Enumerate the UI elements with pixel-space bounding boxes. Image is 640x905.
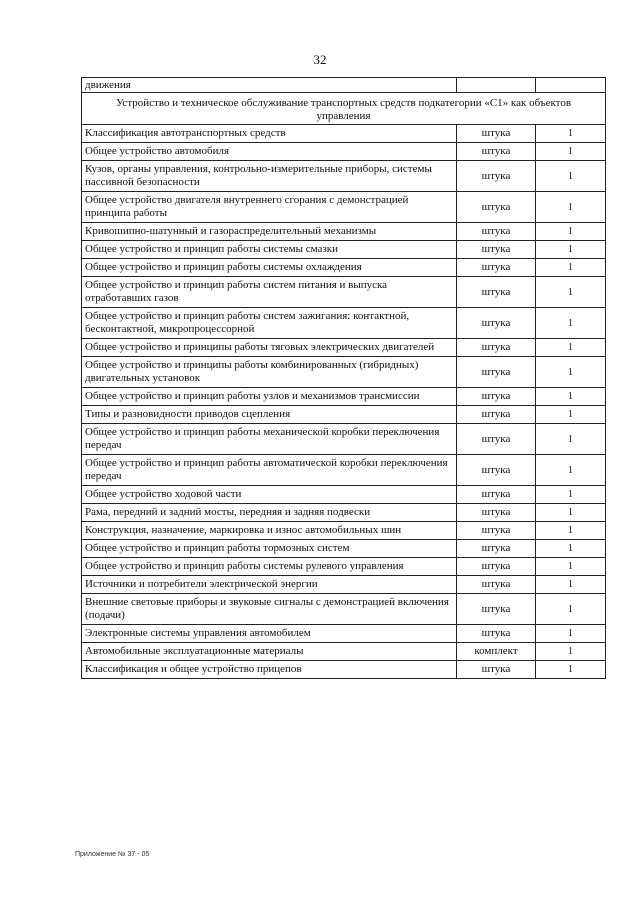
item-unit: штука — [457, 259, 536, 277]
item-quantity: 1 — [536, 388, 606, 406]
item-name: Общее устройство автомобиля — [82, 143, 457, 161]
item-quantity: 1 — [536, 594, 606, 625]
item-name: Общее устройство и принцип работы систем зажигания: контактной, бесконтактной, микропроцессорной — [82, 308, 457, 339]
page-number: 32 — [313, 52, 327, 67]
item-unit: комплект — [457, 643, 536, 661]
continuation-unit — [457, 78, 536, 93]
item-quantity: 1 — [536, 625, 606, 643]
item-name: Источники и потребители электрической энергии — [82, 576, 457, 594]
table-row — [82, 504, 606, 522]
item-name: Кривошипно-шатунный и газораспределительный механизмы — [82, 223, 457, 241]
item-name: Общее устройство и принцип работы механической коробки переключения передач — [82, 424, 457, 455]
item-quantity: 1 — [536, 486, 606, 504]
item-quantity: 1 — [536, 455, 606, 486]
item-unit: штука — [457, 406, 536, 424]
item-unit: штука — [457, 558, 536, 576]
item-unit: штука — [457, 277, 536, 308]
item-quantity: 1 — [536, 558, 606, 576]
item-quantity: 1 — [536, 406, 606, 424]
section-header-row — [82, 93, 606, 125]
item-name: Общее устройство и принцип работы автоматической коробки переключения передач — [82, 455, 457, 486]
item-quantity: 1 — [536, 576, 606, 594]
table-row — [82, 259, 606, 277]
table-row — [82, 486, 606, 504]
continuation-row — [82, 78, 606, 93]
item-name: Общее устройство ходовой части — [82, 486, 457, 504]
item-name: Общее устройство и принципы работы комбинированных (гибридных) двигательных установок — [82, 357, 457, 388]
table-row — [82, 522, 606, 540]
item-name: Общее устройство и принцип работы систем питания и выпуска отработавших газов — [82, 277, 457, 308]
table-row — [82, 594, 606, 625]
table-row — [82, 540, 606, 558]
equipment-table — [81, 77, 606, 679]
item-unit: штука — [457, 339, 536, 357]
continuation-name: движения — [82, 78, 457, 93]
item-unit: штука — [457, 504, 536, 522]
item-name: Конструкция, назначение, маркировка и износ автомобильных шин — [82, 522, 457, 540]
table-row — [82, 661, 606, 679]
item-unit: штука — [457, 143, 536, 161]
table-row — [82, 388, 606, 406]
item-quantity: 1 — [536, 424, 606, 455]
table-row — [82, 241, 606, 259]
item-name: Типы и разновидности приводов сцепления — [82, 406, 457, 424]
item-unit: штука — [457, 455, 536, 486]
item-unit: штука — [457, 625, 536, 643]
section-title: Устройство и техническое обслуживание транспортных средств подкатегории «С1» как объектов управления — [82, 93, 606, 125]
table-row — [82, 308, 606, 339]
item-unit: штука — [457, 357, 536, 388]
table-row — [82, 576, 606, 594]
item-quantity: 1 — [536, 522, 606, 540]
item-quantity: 1 — [536, 223, 606, 241]
item-unit: штука — [457, 161, 536, 192]
item-unit: штука — [457, 308, 536, 339]
item-unit: штука — [457, 486, 536, 504]
item-quantity: 1 — [536, 161, 606, 192]
table-row — [82, 161, 606, 192]
table-row — [82, 125, 606, 143]
item-unit: штука — [457, 192, 536, 223]
item-quantity: 1 — [536, 504, 606, 522]
item-name: Общее устройство и принцип работы системы смазки — [82, 241, 457, 259]
item-name: Кузов, органы управления, контрольно-измерительные приборы, системы пассивной безопасности — [82, 161, 457, 192]
item-unit: штука — [457, 661, 536, 679]
item-name: Общее устройство и принцип работы системы охлаждения — [82, 259, 457, 277]
item-quantity: 1 — [536, 241, 606, 259]
item-name: Классификация автотранспортных средств — [82, 125, 457, 143]
item-name: Классификация и общее устройство прицепов — [82, 661, 457, 679]
item-unit: штука — [457, 576, 536, 594]
item-quantity: 1 — [536, 125, 606, 143]
item-unit: штука — [457, 388, 536, 406]
item-unit: штука — [457, 522, 536, 540]
item-quantity: 1 — [536, 540, 606, 558]
table-row — [82, 406, 606, 424]
item-quantity: 1 — [536, 192, 606, 223]
continuation-qty — [536, 78, 606, 93]
item-name: Рама, передний и задний мосты, передняя и задняя подвески — [82, 504, 457, 522]
item-name: Внешние световые приборы и звуковые сигналы с демонстрацией включения (подачи) — [82, 594, 457, 625]
item-unit: штука — [457, 540, 536, 558]
item-quantity: 1 — [536, 259, 606, 277]
table-row — [82, 643, 606, 661]
item-quantity: 1 — [536, 143, 606, 161]
table-row — [82, 223, 606, 241]
item-name: Общее устройство двигателя внутреннего сгорания с демонстрацией принципа работы — [82, 192, 457, 223]
item-name: Общее устройство и принцип работы тормозных систем — [82, 540, 457, 558]
table-row — [82, 277, 606, 308]
table-row — [82, 558, 606, 576]
table-row — [82, 455, 606, 486]
item-quantity: 1 — [536, 277, 606, 308]
item-quantity: 1 — [536, 339, 606, 357]
item-name: Общее устройство и принцип работы системы рулевого управления — [82, 558, 457, 576]
item-unit: штука — [457, 594, 536, 625]
item-unit: штука — [457, 125, 536, 143]
footer-note: Приложение № 37 - 05 — [75, 851, 150, 858]
item-name: Электронные системы управления автомобилем — [82, 625, 457, 643]
item-name: Общее устройство и принцип работы узлов и механизмов трансмиссии — [82, 388, 457, 406]
item-unit: штука — [457, 241, 536, 259]
item-quantity: 1 — [536, 643, 606, 661]
item-quantity: 1 — [536, 357, 606, 388]
table-row — [82, 192, 606, 223]
item-name: Общее устройство и принципы работы тяговых электрических двигателей — [82, 339, 457, 357]
item-unit: штука — [457, 424, 536, 455]
table-row — [82, 625, 606, 643]
table-row — [82, 143, 606, 161]
table-row — [82, 357, 606, 388]
item-unit: штука — [457, 223, 536, 241]
table-body — [82, 78, 606, 679]
item-quantity: 1 — [536, 308, 606, 339]
table-row — [82, 424, 606, 455]
item-quantity: 1 — [536, 661, 606, 679]
table-row — [82, 339, 606, 357]
item-name: Автомобильные эксплуатационные материалы — [82, 643, 457, 661]
